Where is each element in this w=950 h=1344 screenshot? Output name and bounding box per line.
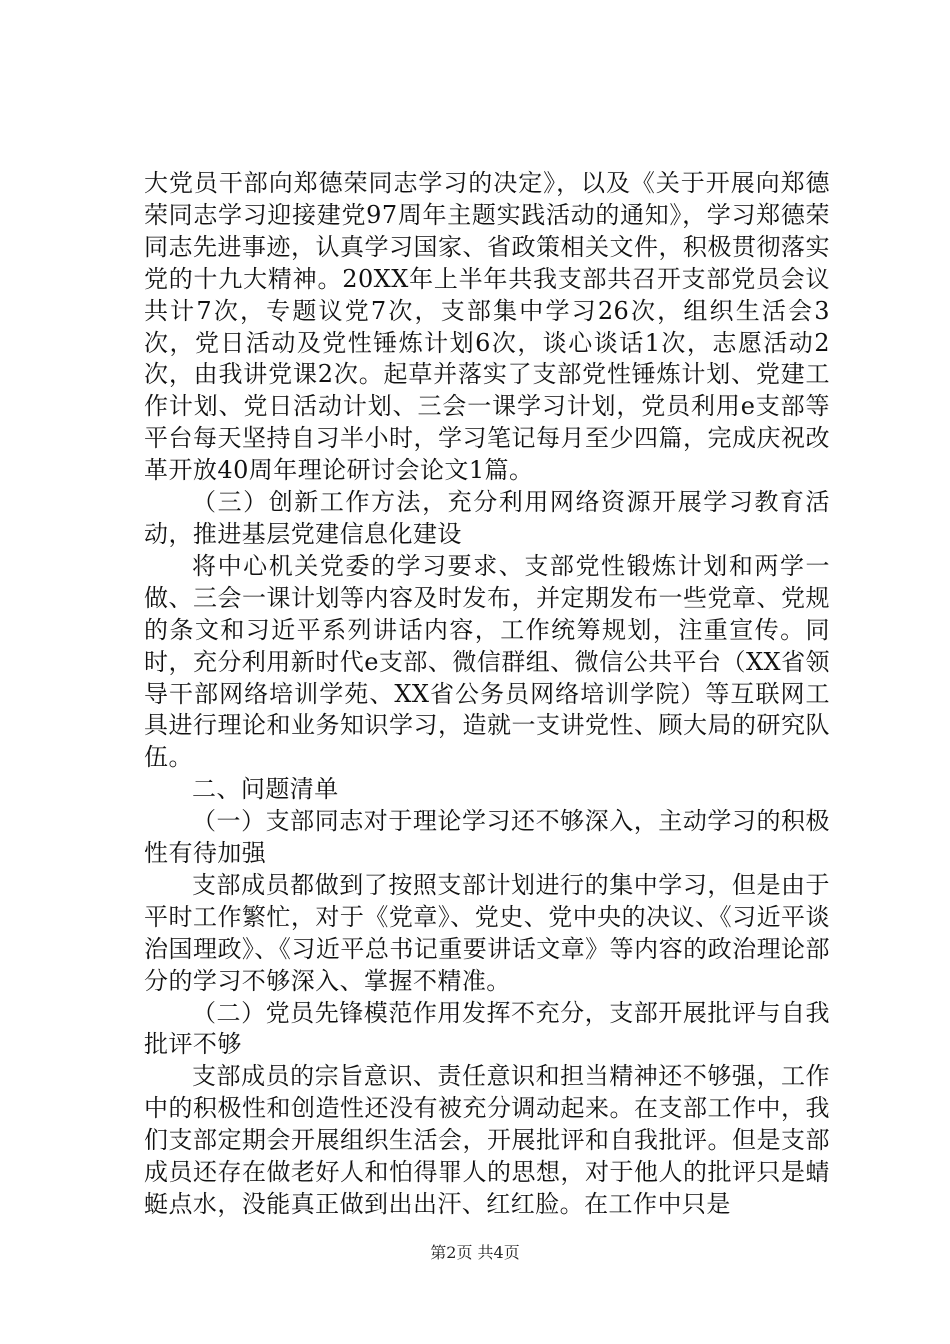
- page-footer: 第2页 共4页: [430, 1243, 520, 1262]
- paragraph-online-learning: 将中心机关党委的学习要求、支部党性锻炼计划和两学一做、三会一课计划等内容及时发布，并定期发布一些党章、党规的条文和习近平系列讲话内容，工作统筹规划，注重宣传。同时，充分利用新时代e支部、微信群组、微信公共平台（XX省领导干部网络培训学苑、XX省公务员网络培训学院）等互联网工具进行理论和业务知识学习，造就一支讲党性、顾大局的研究队伍。: [144, 551, 830, 772]
- subheading-innovate-work-methods: （三）创新工作方法，充分利用网络资源开展学习教育活动，推进基层党建信息化建设: [144, 488, 830, 548]
- subheading-vanguard-role: （二）党员先锋模范作用发挥不充分，支部开展批评与自我批评不够: [144, 998, 830, 1059]
- heading-problem-list: 二、问题清单: [192, 775, 339, 804]
- paragraph-criticism-detail: 支部成员的宗旨意识、责任意识和担当精神还不够强，工作中的积极性和创造性还没有被充分调动起来。在支部工作中，我们支部定期会开展组织生活会，开展批评和自我批评。但是支部成员还存在做老好人和怕得罪人的思想，对于他人的批评只是蜻蜓点水，没能真正做到出出汗、红红脸。在工作中只是: [144, 1062, 830, 1218]
- paragraph-continued-study-summary: 大党员干部向郑德荣同志学习的决定》，以及《关于开展向郑德荣同志学习迎接建党97周年主题实践活动的通知》，学习郑德荣同志先进事迹，认真学习国家、省政策相关文件，积极贯彻落实党的十九大精神。20XX年上半年共我支部共召开支部党员会议共计7次，专题议党7次，支部集中学习26次，组织生活会3次，党日活动及党性锤炼计划6次，谈心谈话1次，志愿活动2次，由我讲党课2次。起草并落实了支部党性锤炼计划、党建工作计划、党日活动计划、三会一课学习计划，党员利用e支部等平台每天坚持自习半小时，学习笔记每月至少四篇，完成庆祝改革开放40周年理论研讨会论文1篇。: [144, 169, 830, 485]
- document-body: [144, 168, 830, 1221]
- subheading-theory-study-insufficient: （一）支部同志对于理论学习还不够深入，主动学习的积极性有待加强: [144, 807, 830, 868]
- paragraph-theory-study-detail: 支部成员都做到了按照支部计划进行的集中学习，但是由于平时工作繁忙，对于《党章》、党史、党中央的决议、《习近平谈治国理政》、《习近平总书记重要讲话文章》等内容的政治理论部分的学习不够深入、掌握不精准。: [144, 870, 830, 995]
